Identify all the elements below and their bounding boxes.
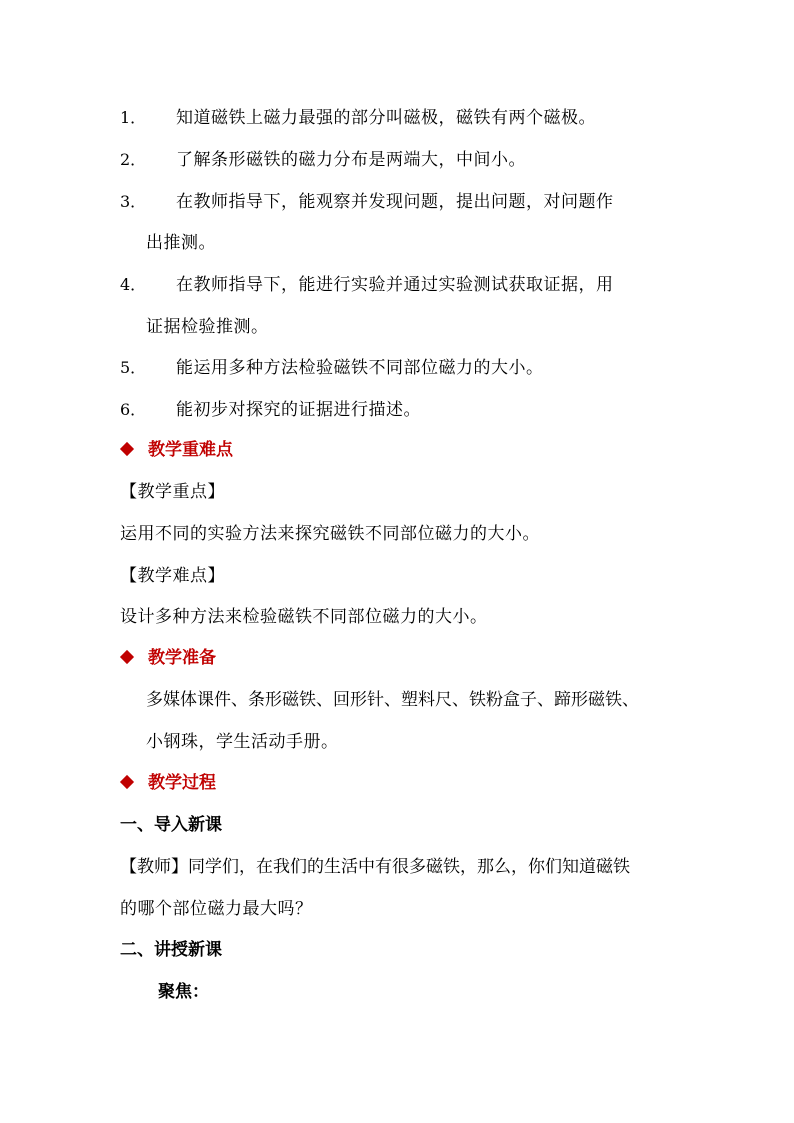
- objective-4-text-continued: 证据检验推测。: [146, 317, 269, 337]
- diamond-bullet-icon: [120, 650, 134, 664]
- objective-2-text: 了解条形磁铁的磁力分布是两端大，中间小。: [176, 150, 526, 170]
- focus-text: 运用不同的实验方法来探究磁铁不同部位磁力的大小。: [120, 524, 540, 544]
- focus-subtitle: 聚焦：: [158, 982, 209, 1002]
- objective-3-text-continued: 出推测。: [146, 233, 216, 253]
- preparation-text: 多媒体课件、条形磁铁、回形针、塑料尺、铁粉盒子、蹄形磁铁、: [146, 690, 639, 710]
- key-points-heading: [122, 440, 233, 460]
- preparation-text-continued: 小钢珠，学生活动手册。: [146, 732, 339, 752]
- part2-title: 二、讲授新课: [120, 940, 222, 960]
- process-heading: [122, 773, 216, 793]
- objective-4-text: 在教师指导下，能进行实验并通过实验测试获取证据，用: [176, 275, 614, 295]
- preparation-heading-text: 教学准备: [148, 648, 216, 668]
- key-points-heading-text: 教学重难点: [148, 440, 233, 460]
- diamond-bullet-icon: [120, 775, 134, 789]
- teacher-text-continued: 的哪个部位磁力最大吗？: [120, 899, 313, 919]
- difficulty-label: 【教学难点】: [120, 566, 225, 586]
- process-heading-text: 教学过程: [148, 773, 216, 793]
- focus-label: 【教学重点】: [120, 482, 225, 502]
- diamond-bullet-icon: [120, 442, 134, 456]
- objective-2-number: 2．: [120, 150, 147, 169]
- objective-4-number: 4．: [120, 275, 147, 294]
- objective-3-number: 3．: [120, 192, 147, 211]
- objective-1-text: 知道磁铁上磁力最强的部分叫磁极，磁铁有两个磁极。: [176, 108, 596, 128]
- objective-5-text: 能运用多种方法检验磁铁不同部位磁力的大小。: [176, 358, 544, 378]
- preparation-heading: [122, 648, 216, 668]
- teacher-text: 同学们，在我们的生活中有很多磁铁，那么，你们知道磁铁: [188, 857, 630, 877]
- part1-title: 一、导入新课: [120, 815, 222, 835]
- objective-5-number: 5．: [120, 358, 147, 377]
- objective-1-number: 1．: [120, 108, 147, 127]
- teacher-line: [120, 857, 630, 877]
- difficulty-text: 设计多种方法来检验磁铁不同部位磁力的大小。: [120, 607, 488, 627]
- objective-6-number: 6．: [120, 400, 147, 419]
- teacher-label: 【教师】: [120, 857, 188, 877]
- objective-3-text: 在教师指导下，能观察并发现问题，提出问题，对问题作: [176, 192, 614, 212]
- objective-6-text: 能初步对探究的证据进行描述。: [176, 400, 421, 420]
